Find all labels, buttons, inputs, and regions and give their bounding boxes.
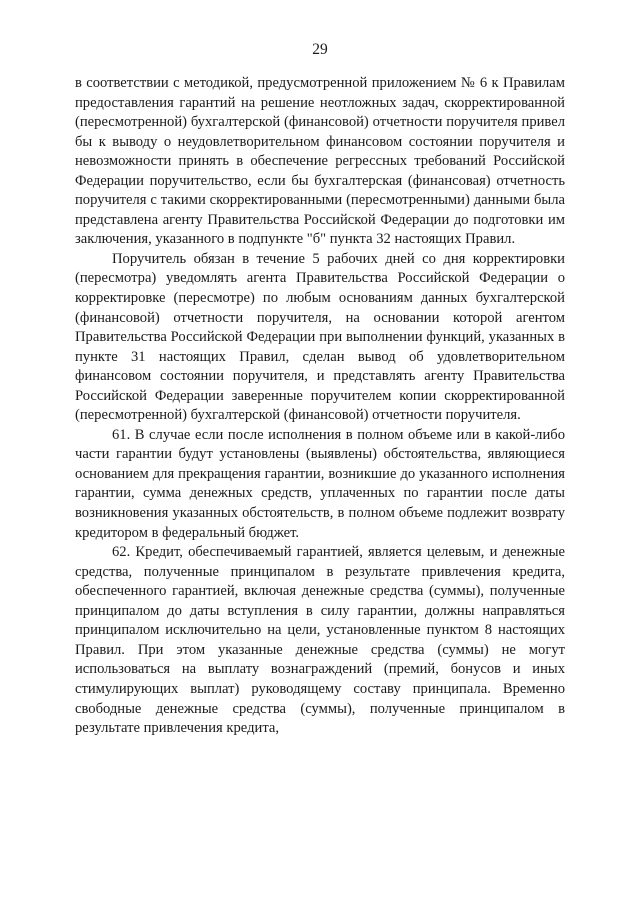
paragraph-continuation: в соответствии с методикой, предусмотренной приложением № 6 к Правилам предоставления гарантий на решение неотложных задач, скорректированной (пересмотренной) бухгалтерской (финансовой) отчетности поручителя привел бы к выводу о неудовлетворительном финансовом состоянии поручителя и невозможности принять в обеспечение регрессных требований Российской Федерации поручительство, если бы бухгалтерская (финансовая) отчетность поручителя с такими скорректированными (пересмотренными) данными была представлена агенту Правительства Российской Федерации до подготовки им заключения, указанного в подпункте "б" пункта 32 настоящих Правил. [75, 75, 565, 248]
paragraph-guarantor-obligation: Поручитель обязан в течение 5 рабочих дней со дня корректировки (пересмотра) уведомлять агента Правительства Российской Федерации о корректировке (пересмотре) по любым основаниям данных бухгалтерской (финансовой) отчетности поручителя, на основании которой агентом Правительства Российской Федерации при выполнении функций, указанных в пункте 31 настоящих Правил, сделан вывод об удовлетворительном финансовом состоянии поручителя, и представлять агенту Правительства Российской Федерации заверенные поручителем копии скорректированной (пересмотренной) бухгалтерской (финансовой) отчетности поручителя. [75, 250, 565, 424]
page-number: 29 [312, 41, 328, 58]
document-body [75, 74, 565, 739]
paragraph-61: 61. В случае если после исполнения в полном объеме или в какой-либо части гарантии будут установлены (выявлены) обстоятельства, являющиеся основанием для прекращения гарантии, возникшие до указанного исполнения гарантии, сумма денежных средств, уплаченных по гарантии после даты возникновения указанных обстоятельств, в полном объеме подлежит возврату кредитором в федеральный бюджет. [75, 426, 565, 541]
paragraph-62: 62. Кредит, обеспечиваемый гарантией, является целевым, и денежные средства, полученные принципалом в результате привлечения кредита, обеспеченного гарантией, включая денежные средства (суммы), полученные принципалом до даты вступления в силу гарантии, должны направляться принципалом исключительно на цели, установленные пунктом 8 настоящих Правил. При этом указанные денежные средства (суммы) не могут использоваться на выплату вознаграждений (премий, бонусов и иных стимулирующих выплат) руководящему составу принципала. Временно свободные денежные средства (суммы), полученные принципалом в результате привлечения кредита, [75, 544, 565, 737]
